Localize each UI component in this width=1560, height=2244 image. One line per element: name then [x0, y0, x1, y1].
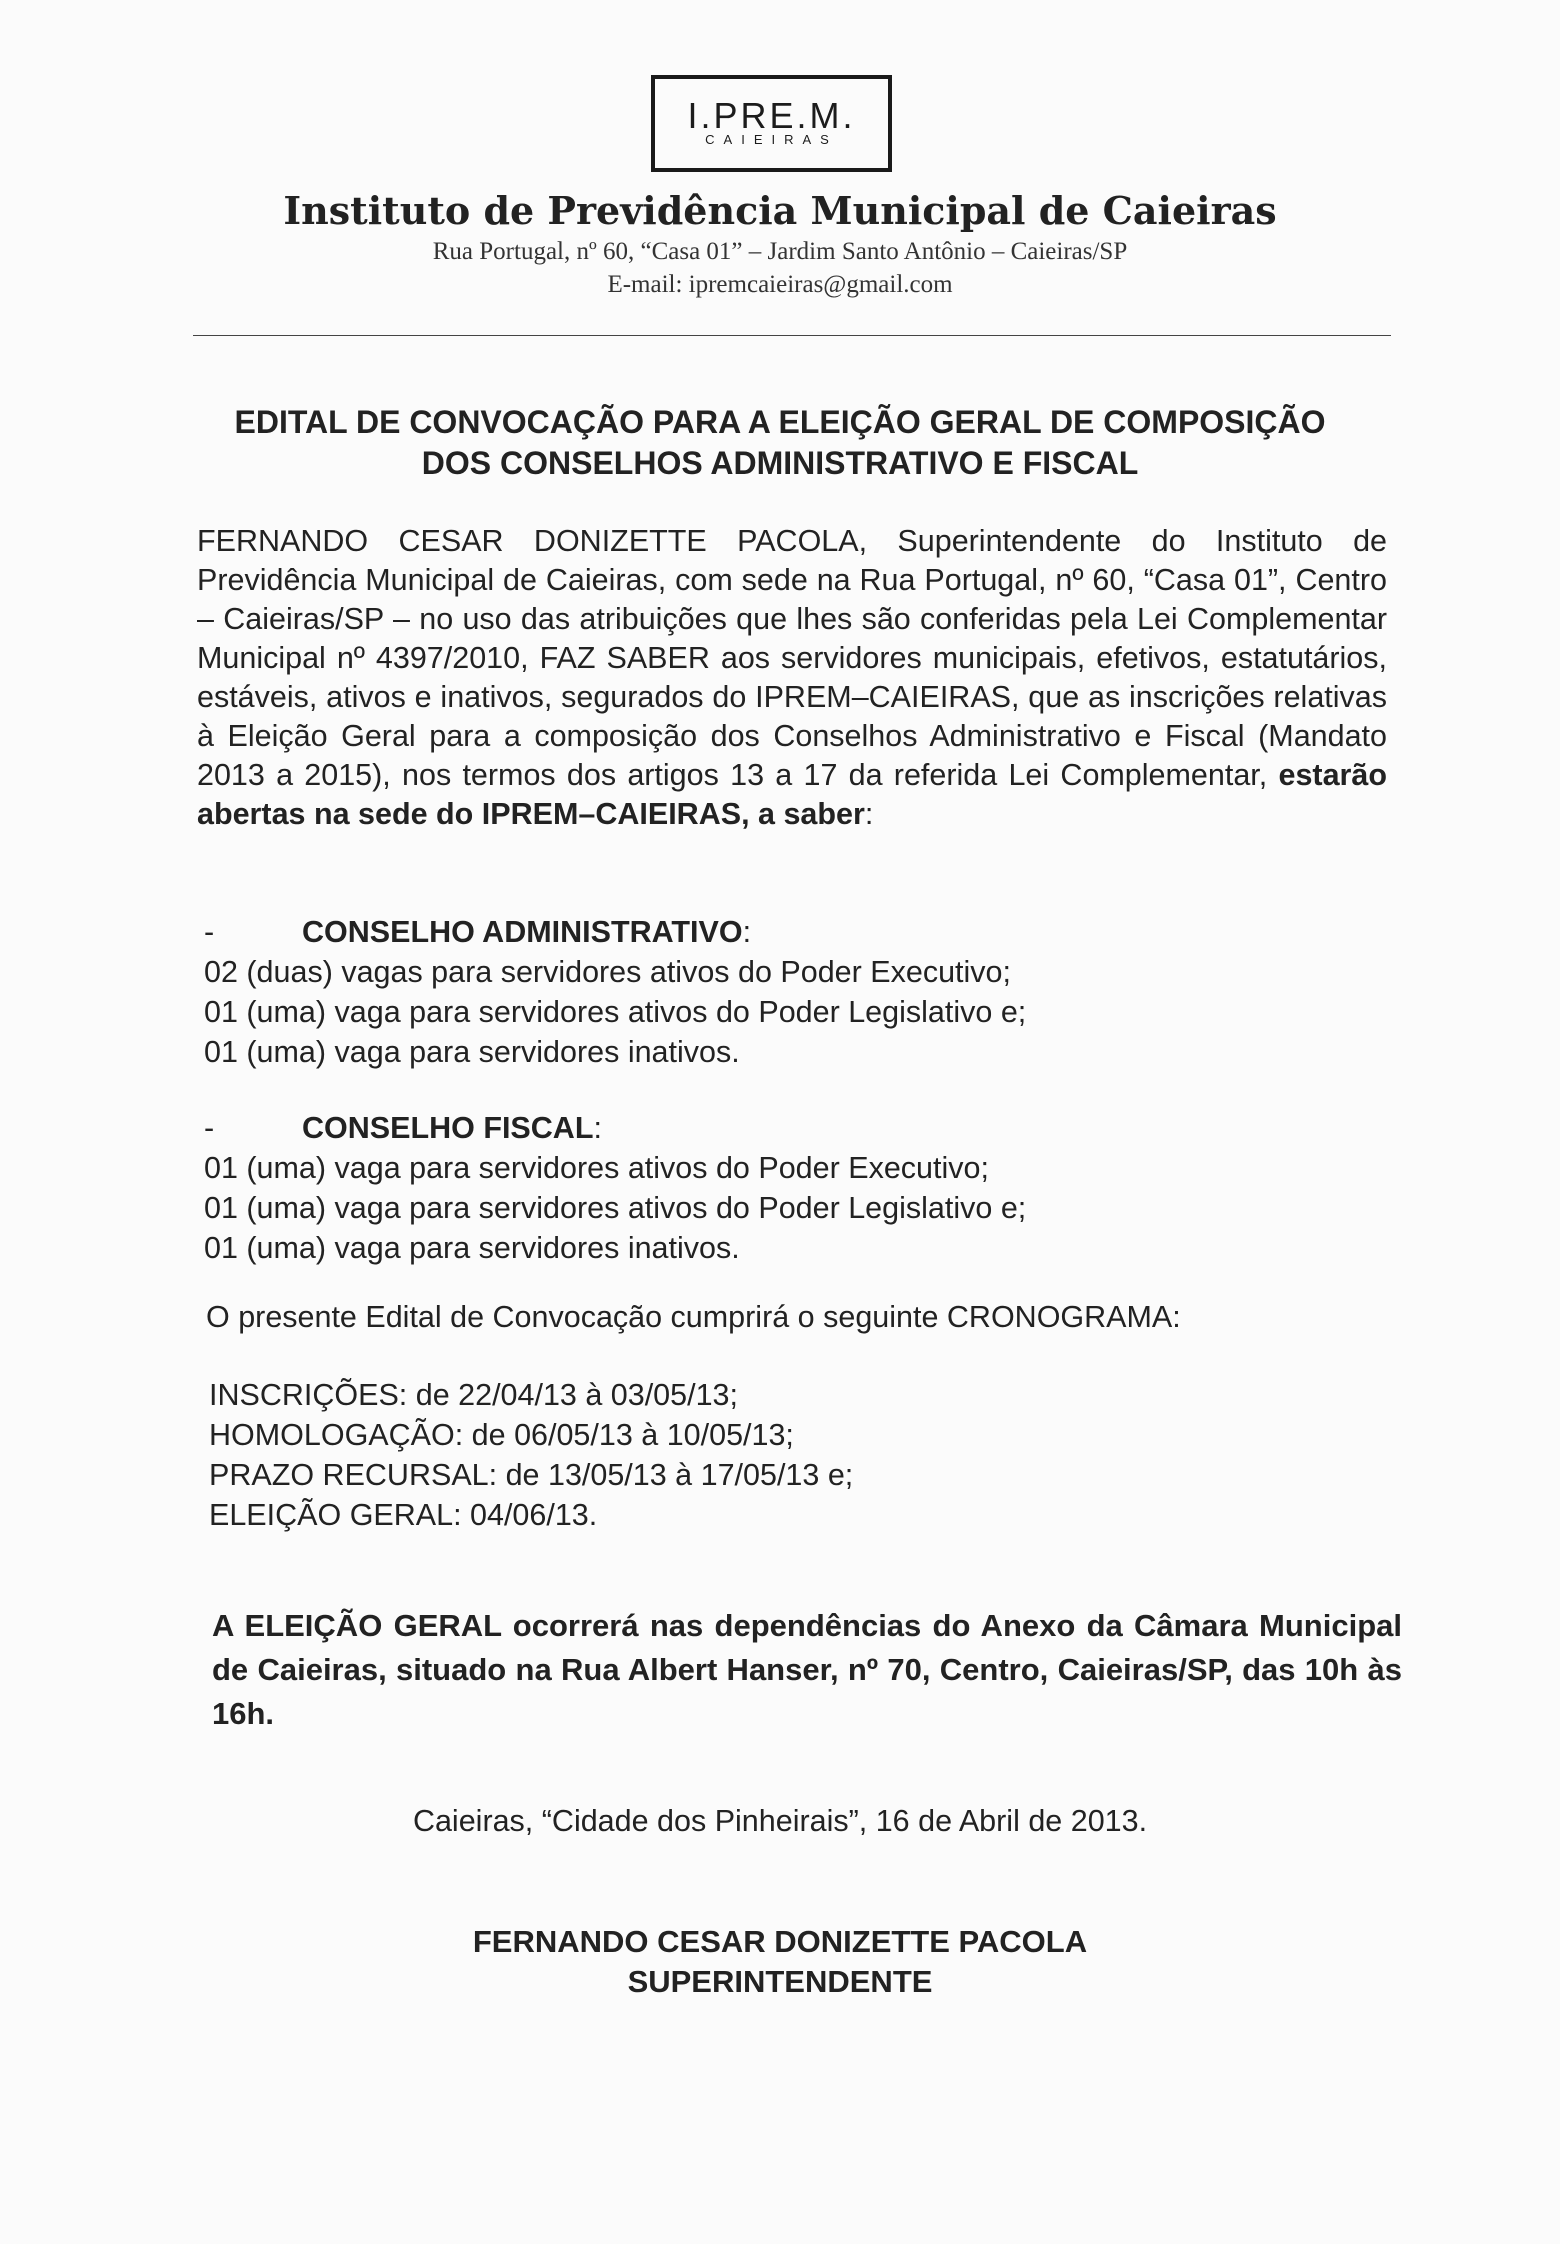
- admin-council-item: 01 (uma) vaga para servidores inativos.: [204, 1035, 740, 1069]
- fiscal-council-item: 01 (uma) vaga para servidores ativos do Poder Legislativo e;: [204, 1191, 1027, 1225]
- schedule-row: ELEIÇÃO GERAL: 04/06/13.: [209, 1498, 598, 1532]
- fiscal-council-label: CONSELHO FISCAL: [302, 1111, 594, 1145]
- admin-council-colon: :: [742, 915, 752, 949]
- fiscal-council-heading: [204, 1108, 1026, 1148]
- schedule-row: PRAZO RECURSAL: de 13/05/13 à 17/05/13 e;: [209, 1458, 854, 1492]
- admin-council-label: CONSELHO ADMINISTRATIVO: [302, 915, 743, 949]
- fiscal-council-section: [204, 1108, 1026, 1268]
- admin-council-item: 02 (duas) vagas para servidores ativos do Poder Executivo;: [204, 955, 1011, 989]
- election-location-paragraph: A ELEIÇÃO GERAL ocorrerá nas dependências do Anexo da Câmara Municipal de Caieiras, situado na Rua Albert Hanser, nº 70, Centro, Caieiras/SP, das 10h às 16h.: [212, 1608, 1402, 1731]
- signatory-name: FERNANDO CESAR DONIZETTE PACOLA: [472, 1924, 1088, 1959]
- schedule-list: [209, 1375, 853, 1535]
- intro-tail: :: [864, 797, 874, 831]
- logo-sub-text: CAIEIRAS: [705, 132, 838, 147]
- intro-text: FERNANDO CESAR DONIZETTE PACOLA, Superintendente do Instituto de Previdência Municipal de Caieiras, com sede na Rua Portugal, nº 60, “Casa 01”, Centro – Caieiras/SP – no uso das atribuições que lhes são conferidas pela Lei Complementar Municipal nº 4397/2010, FAZ SABER aos servidores municipais, efetivos, estatutários, estáveis, ativos e inativos, segurados do IPREM–CAIEIRAS, que as inscrições relativas à Eleição Geral para a composição dos Conselhos Administrativo e Fiscal (Mandato 2013 a 2015), nos termos dos artigos 13 a 17 da referida Lei Complementar,: [197, 524, 1387, 792]
- iprem-logo: [651, 75, 892, 172]
- schedule-row: HOMOLOGAÇÃO: de 06/05/13 à 10/05/13;: [209, 1418, 794, 1452]
- fiscal-council-dash: -: [204, 1111, 215, 1145]
- institution-email: E-mail: ipremcaieiras@gmail.com: [607, 271, 953, 298]
- fiscal-council-item: 01 (uma) vaga para servidores inativos.: [204, 1231, 740, 1265]
- title-line-2: DOS CONSELHOS ADMINISTRATIVO E FISCAL: [421, 445, 1139, 481]
- document-title: [0, 402, 1560, 484]
- signatory-role: SUPERINTENDENTE: [627, 1964, 933, 1999]
- title-line-1: EDITAL DE CONVOCAÇÃO PARA A ELEIÇÃO GERAL DE COMPOSIÇÃO: [234, 404, 1326, 440]
- header-divider: [193, 335, 1391, 336]
- schedule-row: INSCRIÇÕES: de 22/04/13 à 03/05/13;: [209, 1378, 738, 1412]
- admin-council-dash: -: [204, 915, 215, 949]
- institution-address: Rua Portugal, nº 60, “Casa 01” – Jardim Santo Antônio – Caieiras/SP: [432, 238, 1128, 265]
- signature-block: [0, 1922, 1560, 2002]
- fiscal-council-colon: :: [593, 1111, 602, 1145]
- admin-council-item: 01 (uma) vaga para servidores ativos do Poder Legislativo e;: [204, 995, 1027, 1029]
- institution-name: Instituto de Previdência Municipal de Caieiras: [283, 188, 1277, 233]
- intro-bold-text: estarão abertas na sede do IPREM–CAIEIRAS, a saber: [197, 758, 1387, 831]
- intro-paragraph: [197, 522, 1387, 834]
- date-place-line: Caieiras, “Cidade dos Pinheirais”, 16 de Abril de 2013.: [412, 1804, 1148, 1838]
- admin-council-section: [204, 912, 1026, 1072]
- schedule-intro: O presente Edital de Convocação cumprirá o seguinte CRONOGRAMA:: [206, 1300, 1181, 1334]
- fiscal-council-item: 01 (uma) vaga para servidores ativos do Poder Executivo;: [204, 1151, 989, 1185]
- admin-council-heading: [204, 912, 1026, 952]
- logo-main-text: I.PRE.M.: [687, 95, 856, 136]
